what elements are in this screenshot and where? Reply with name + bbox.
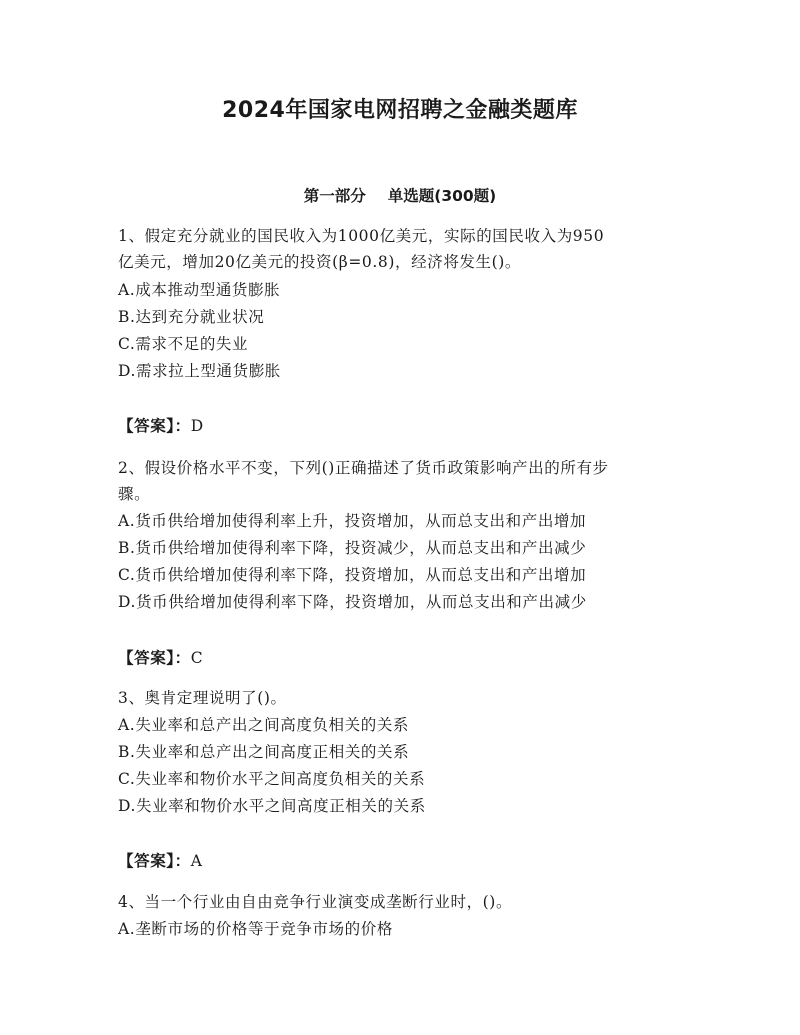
question-4-option-a: A.垄断市场的价格等于竞争市场的价格 [118,920,393,938]
question-3-answer [118,854,203,870]
answer-label: 【答案】： [118,852,191,870]
question-2-stem-line-1: 2、假设价格水平不变，下列()正确描述了货币政策影响产出的所有步 [118,459,609,477]
question-1-option-a: A.成本推动型通货膨胀 [118,281,281,299]
question-1-option-d: D.需求拉上型通货膨胀 [118,362,281,380]
question-2-answer [118,651,203,667]
question-1-stem-line-2: 亿美元，增加20亿美元的投资(β=0.8)，经济将发生()。 [118,253,522,271]
answer-value: D [190,417,204,435]
question-2-stem-line-2: 骤。 [118,485,151,503]
question-1-option-b: B.达到充分就业状况 [118,308,265,326]
question-1-stem-line-1: 1、假定充分就业的国民收入为1000亿美元，实际的国民收入为950 [118,227,605,245]
section-heading [0,184,800,206]
question-3-option-b: B.失业率和总产出之间高度正相关的关系 [118,743,410,761]
section-part: 第一部分 [303,187,366,205]
question-2-option-a: A.货币供给增加使得利率上升，投资增加，从而总支出和产出增加 [118,512,587,530]
question-2-option-d: D.货币供给增加使得利率下降，投资增加，从而总支出和产出减少 [118,593,587,611]
question-2-option-b: B.货币供给增加使得利率下降，投资减少，从而总支出和产出减少 [118,539,587,557]
question-4-stem-line-1: 4、当一个行业由自由竞争行业演变成垄断行业时，()。 [118,893,513,911]
question-2-option-c: C.货币供给增加使得利率下降，投资增加，从而总支出和产出增加 [118,566,587,584]
document-title: 2024年国家电网招聘之金融类题库 [222,98,578,123]
question-3-option-c: C.失业率和物价水平之间高度负相关的关系 [118,770,426,788]
answer-value: A [190,852,203,870]
question-3-stem-line-1: 3、奥肯定理说明了()。 [118,689,287,707]
question-1-answer [118,419,204,435]
answer-value: C [190,649,204,667]
answer-label: 【答案】： [118,417,191,435]
answer-label: 【答案】： [118,649,191,667]
question-3-option-d: D.失业率和物价水平之间高度正相关的关系 [118,797,426,815]
question-1-option-c: C.需求不足的失业 [118,335,249,353]
section-name: 单选题(300题) [387,187,497,205]
question-3-option-a: A.失业率和总产出之间高度负相关的关系 [118,716,410,734]
